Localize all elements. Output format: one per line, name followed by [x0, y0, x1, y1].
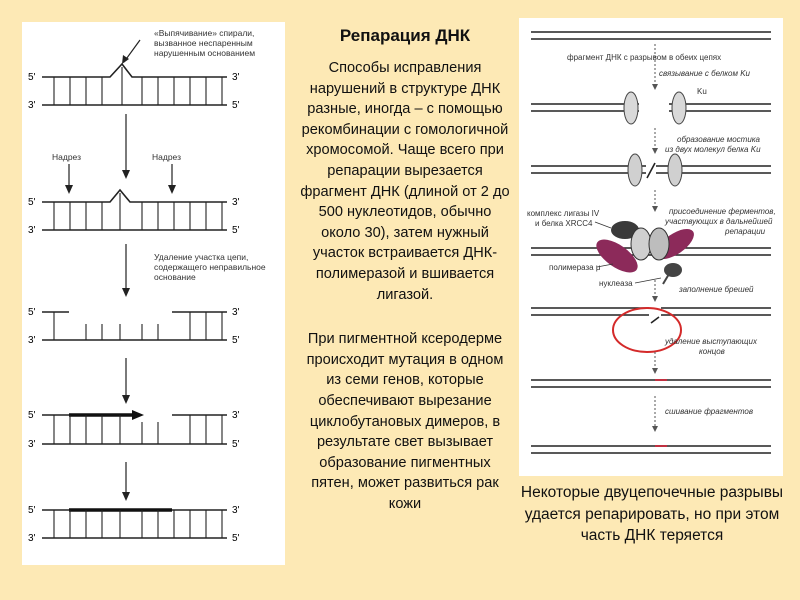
svg-text:3': 3'	[232, 505, 240, 516]
label-ku: Ku	[697, 87, 707, 96]
label-fragment: фрагмент ДНК с разрывом в обеих цепях	[567, 53, 722, 62]
svg-text:3': 3'	[28, 533, 36, 544]
label-gap-fill: заполнение брешей	[679, 285, 754, 294]
svg-text:5': 5'	[28, 505, 36, 516]
stage-3-gap	[28, 307, 240, 346]
down-arrow-icon	[122, 492, 130, 501]
main-text	[298, 58, 512, 514]
stage1-3prime-bottom: 3'	[28, 100, 36, 111]
paragraph-repair-methods: Способы исправления нарушений в структуре ДНК разные, иногда – с помощью рекомбинации с гомологичной хромосомой. Чаще всего при репарации вырезается фрагмент ДНК (длиной от 2 до 500 нуклеотидов, обычно около 30), затем нужный участок встраивается ДНК-полимеразой и вшивается лигазой.	[300, 60, 510, 303]
stage1-5prime: 5'	[28, 72, 36, 83]
nhej-caption: Некоторые двуцепочечные разрывы удается репарировать, но при этом часть ДНК теряется	[520, 484, 784, 544]
bulge-note-line1: «Выпячивание» спирали,	[154, 28, 255, 38]
svg-text:5': 5'	[28, 410, 36, 421]
stage-5-ligation	[28, 505, 240, 544]
label-nuclease: нуклеаза	[599, 279, 633, 288]
label-ligation: сшивание фрагментов	[665, 407, 754, 416]
svg-text:«Выпячивание» спирали,	[154, 28, 257, 58]
slide-title: Репарация ДНК	[339, 26, 471, 45]
label-bridge: образование мостика из двух молекул белка Ku	[665, 135, 761, 154]
svg-text:3': 3'	[28, 335, 36, 346]
stage-4-synthesis	[28, 410, 240, 450]
label-polymerase: полимераза μ	[549, 263, 601, 272]
bulge-note-line2: вызванное неспаренным	[154, 38, 253, 48]
label-ligase-complex: комплекс лигазы IV и белка XRCC4	[527, 209, 600, 228]
svg-text:5': 5'	[232, 335, 240, 346]
stage-1-dna-bulge	[28, 28, 257, 111]
down-arrow-icon	[122, 170, 130, 179]
svg-text:5': 5'	[232, 439, 240, 450]
bulge-note-line3: нарушенным основанием	[154, 48, 256, 58]
label-ku-binding: связывание с белком Ku	[659, 69, 750, 78]
nhej-diagram-panel	[519, 18, 783, 476]
svg-text:5': 5'	[28, 307, 36, 318]
ku-bridge-icon	[628, 154, 682, 186]
svg-text:3': 3'	[232, 307, 240, 318]
excision-repair-diagram	[22, 22, 285, 565]
down-arrow-icon	[122, 395, 130, 404]
paragraph-xeroderma: При пигментной ксеродерме происходит мутация в одном из семи генов, которые обеспечивают вырезание циклобутановых димеров, в результате свет вызывает образование пигментных пятен, может развиться рак кожи	[306, 331, 504, 512]
svg-text:3': 3'	[28, 225, 36, 236]
nhej-diagram	[519, 18, 783, 476]
label-enzymes: присоединение ферментов, участвующих в дальнейшей репарации	[665, 207, 776, 236]
stage1-5prime-bottom: 5'	[232, 100, 240, 111]
stage-2-nicks	[28, 152, 240, 236]
svg-text:3': 3'	[232, 410, 240, 421]
svg-text:3': 3'	[232, 197, 240, 208]
label-end-removal: удаление выступающих концов	[665, 337, 757, 356]
nick-label-left: Надрез	[52, 152, 81, 162]
removal-note: Удаление участка цепи, содержащего неправильное основание	[154, 252, 266, 282]
svg-text:5': 5'	[28, 197, 36, 208]
excision-repair-diagram-panel	[22, 22, 285, 565]
ku-protein-icon	[624, 92, 686, 124]
ligase-complex-icon	[591, 221, 699, 284]
nick-label-right: Надрез	[152, 152, 181, 162]
svg-text:3': 3'	[28, 439, 36, 450]
stage1-3prime: 3'	[232, 72, 240, 83]
svg-text:5': 5'	[232, 533, 240, 544]
down-arrow-icon	[122, 288, 130, 297]
svg-text:5': 5'	[232, 225, 240, 236]
